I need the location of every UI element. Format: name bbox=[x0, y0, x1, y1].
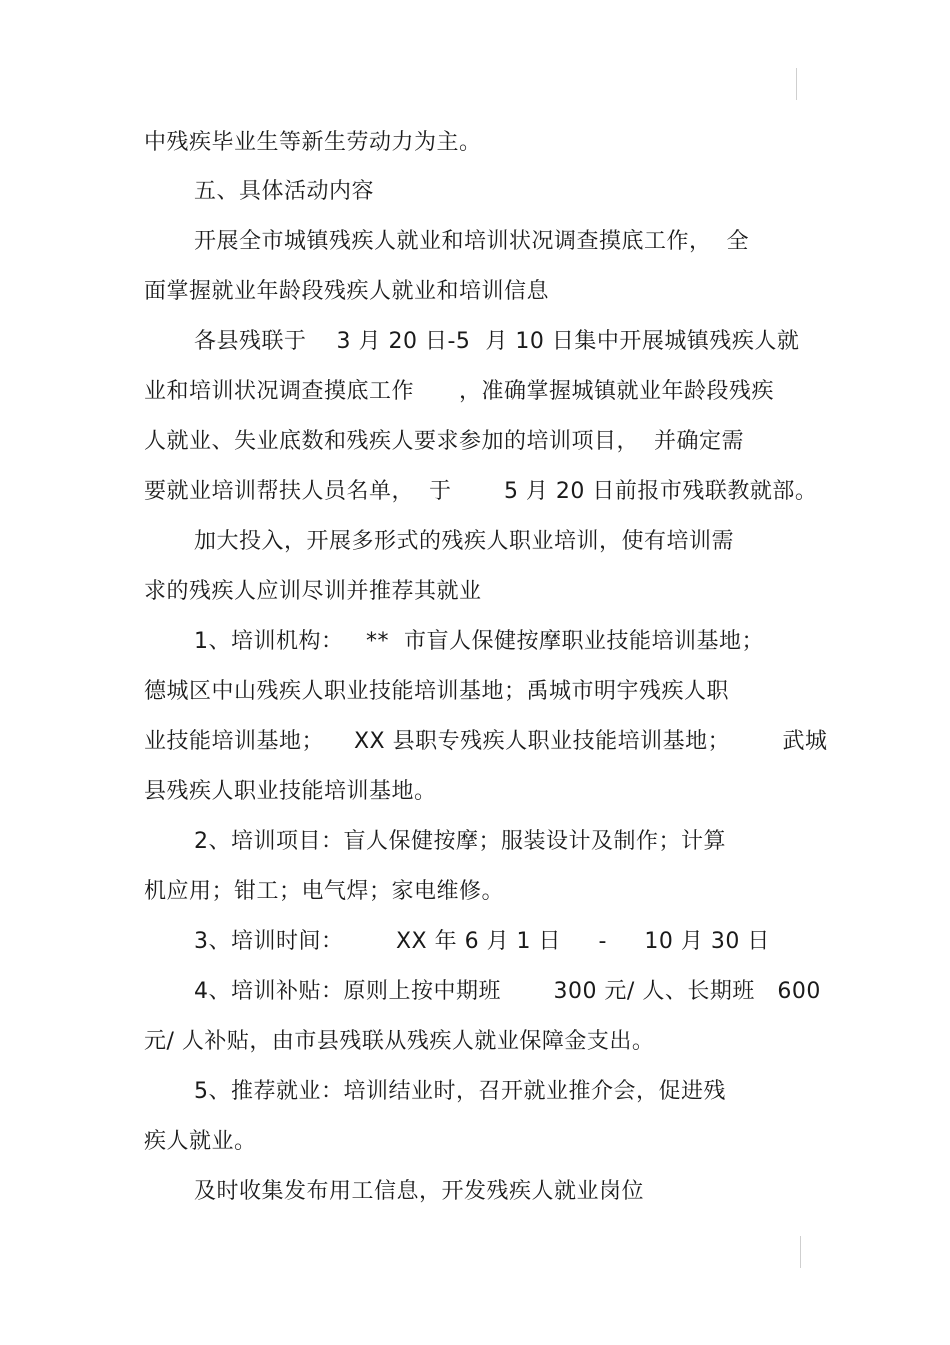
text-line: 开展全市城镇残疾人就业和培训状况调查摸底工作， 全 bbox=[194, 229, 749, 254]
text-line: 求的残疾人应训尽训并推荐其就业 bbox=[144, 579, 482, 604]
text-line: 加大投入，开展多形式的残疾人职业培训，使有培训需 bbox=[194, 529, 735, 554]
text-line: 疾人就业。 bbox=[144, 1129, 257, 1154]
section-heading: 五、具体活动内容 bbox=[194, 179, 375, 204]
page-edge-mark-top bbox=[796, 68, 797, 100]
text-line: 元/ 人补贴，由市县残联从残疾人就业保障金支出。 bbox=[144, 1029, 655, 1054]
text-line: 业技能培训基地； XX 县职专残疾人职业技能培训基地； 武城 bbox=[144, 729, 828, 754]
list-item-text: 3、培训时间： XX 年 6 月 1 日 - 10 月 30 日 bbox=[194, 929, 770, 954]
text-line: 各县残联于 3 月 20 日-5 月 10 日集中开展城镇残疾人就 bbox=[194, 329, 800, 354]
text-line: 业和培训状况调查摸底工作 ，准确掌握城镇就业年龄段残疾 bbox=[144, 379, 774, 404]
text-line: 面掌握就业年龄段残疾人就业和培训信息 bbox=[144, 279, 550, 304]
text-line: 人就业、失业底数和残疾人要求参加的培训项目， 并确定需 bbox=[144, 429, 744, 454]
text-line: 县残疾人职业技能培训基地。 bbox=[144, 779, 437, 804]
text-line: 要就业培训帮扶人员名单， 于 5 月 20 日前报市残联教就部。 bbox=[144, 479, 818, 504]
text-line: 机应用；钳工；电气焊；家电维修。 bbox=[144, 879, 505, 904]
text-line: 德城区中山残疾人职业技能培训基地；禹城市明宇残疾人职 bbox=[144, 679, 730, 704]
list-item-text: 1、培训机构： ** 市盲人保健按摩职业技能培训基地； bbox=[194, 629, 764, 654]
text-line: 及时收集发布用工信息，开发残疾人就业岗位 bbox=[194, 1179, 645, 1204]
text-line: 中残疾毕业生等新生劳动力为主。 bbox=[144, 130, 482, 155]
list-item-text: 4、培训补贴：原则上按中期班 300 元/ 人、长期班 600 bbox=[194, 979, 821, 1004]
list-item-text: 2、培训项目：盲人保健按摩；服装设计及制作；计算 bbox=[194, 829, 726, 854]
page-edge-mark-bottom bbox=[800, 1236, 801, 1268]
list-item-text: 5、推荐就业：培训结业时，召开就业推介会，促进残 bbox=[194, 1079, 726, 1104]
